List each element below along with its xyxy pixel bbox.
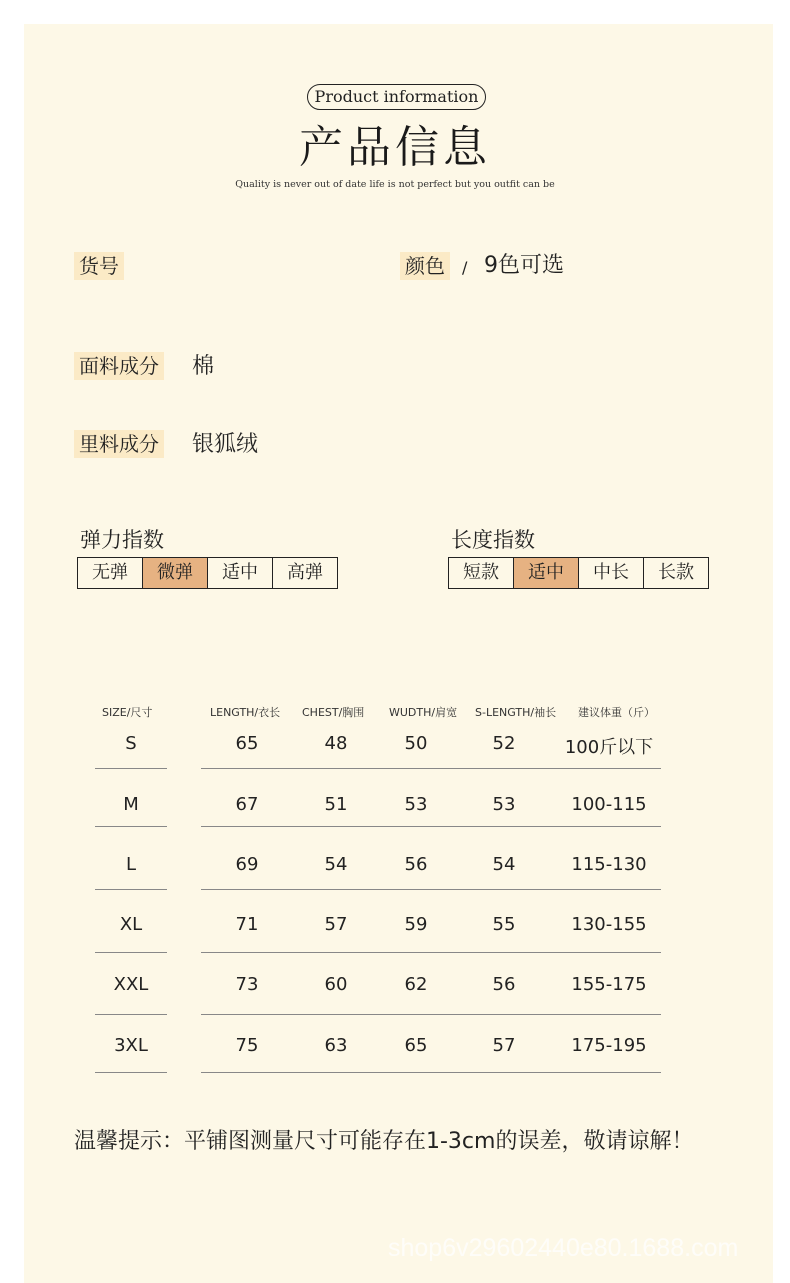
row-divider xyxy=(201,952,661,953)
table-cell: 130-155 xyxy=(571,914,647,935)
elasticity-option: 微弹 xyxy=(143,558,208,588)
table-cell: 67 xyxy=(235,794,259,815)
table-cell: 52 xyxy=(492,733,516,754)
fabric-value: 棉 xyxy=(192,354,215,379)
length-index-scale xyxy=(448,557,709,589)
size-table-header: CHEST/胸围 xyxy=(302,706,365,719)
lining-value: 银狐绒 xyxy=(192,432,259,457)
table-cell: 155-175 xyxy=(571,974,647,995)
table-cell: 53 xyxy=(492,794,516,815)
table-cell: 51 xyxy=(324,794,348,815)
size-table-header: 建议体重（斤） xyxy=(578,706,655,719)
elasticity-scale xyxy=(77,557,338,589)
table-cell: 60 xyxy=(324,974,348,995)
table-cell: 53 xyxy=(404,794,428,815)
table-cell: 48 xyxy=(324,733,348,754)
row-divider xyxy=(95,826,167,827)
table-cell: 65 xyxy=(235,733,259,754)
size-table-header: LENGTH/衣长 xyxy=(210,706,281,719)
color-separator: / xyxy=(462,258,468,277)
table-cell: 100斤以下 xyxy=(564,737,654,758)
row-divider xyxy=(95,1014,167,1015)
table-cell: 50 xyxy=(404,733,428,754)
table-cell: 57 xyxy=(492,1035,516,1056)
length-option: 适中 xyxy=(514,558,579,588)
row-divider xyxy=(201,1072,661,1073)
table-cell: 100-115 xyxy=(571,794,647,815)
elasticity-option: 高弹 xyxy=(287,562,323,583)
table-cell: XL xyxy=(119,914,143,935)
size-table-header: WUDTH/肩宽 xyxy=(389,706,458,719)
size-table-header: SIZE/尺寸 xyxy=(102,706,153,719)
table-cell: 115-130 xyxy=(571,854,647,875)
fabric-label: 面料成分 xyxy=(74,352,164,380)
table-cell: M xyxy=(123,794,139,815)
row-divider xyxy=(95,1072,167,1073)
size-table-header: S-LENGTH/袖长 xyxy=(475,706,557,719)
row-divider xyxy=(201,768,661,769)
table-cell: 73 xyxy=(235,974,259,995)
shop-watermark: shop6v29602440e80.1688.com xyxy=(388,1234,739,1262)
table-cell: 59 xyxy=(404,914,428,935)
table-cell: 54 xyxy=(492,854,516,875)
elasticity-option: 无弹 xyxy=(78,558,143,588)
table-cell: 65 xyxy=(404,1035,428,1056)
table-cell: 63 xyxy=(324,1035,348,1056)
table-cell: 56 xyxy=(492,974,516,995)
table-cell: 54 xyxy=(324,854,348,875)
row-divider xyxy=(201,889,661,890)
table-cell: XXL xyxy=(113,974,149,995)
page-subtitle: Quality is never out of date life is not perfect but you outfit can be xyxy=(235,179,555,190)
table-cell: 57 xyxy=(324,914,348,935)
product-information-badge: Product information xyxy=(307,84,486,110)
table-cell: 69 xyxy=(235,854,259,875)
table-cell: 71 xyxy=(235,914,259,935)
row-divider xyxy=(95,889,167,890)
table-cell: S xyxy=(125,733,137,754)
row-divider xyxy=(95,952,167,953)
length-option: 长款 xyxy=(658,562,694,583)
item-no-label: 货号 xyxy=(74,252,124,280)
elasticity-option: 适中 xyxy=(208,558,273,588)
color-value: 9色可选 xyxy=(484,253,564,278)
table-cell: 3XL xyxy=(114,1035,148,1056)
row-divider xyxy=(95,768,167,769)
length-index-title: 长度指数 xyxy=(451,528,535,552)
row-divider xyxy=(201,1014,661,1015)
table-cell: 62 xyxy=(404,974,428,995)
color-label: 颜色 xyxy=(400,252,450,280)
page-title: 产品信息 xyxy=(299,122,491,173)
length-option: 中长 xyxy=(579,558,644,588)
table-cell: 75 xyxy=(235,1035,259,1056)
length-option: 短款 xyxy=(449,558,514,588)
row-divider xyxy=(201,826,661,827)
product-info-card xyxy=(24,24,773,1283)
table-cell: L xyxy=(125,854,137,875)
elasticity-title: 弹力指数 xyxy=(80,528,164,552)
table-cell: 56 xyxy=(404,854,428,875)
table-cell: 55 xyxy=(492,914,516,935)
lining-label: 里料成分 xyxy=(74,430,164,458)
table-cell: 175-195 xyxy=(571,1035,647,1056)
measurement-tip: 温馨提示：平铺图测量尺寸可能存在1-3cm的误差，敬请谅解！ xyxy=(74,1129,694,1154)
